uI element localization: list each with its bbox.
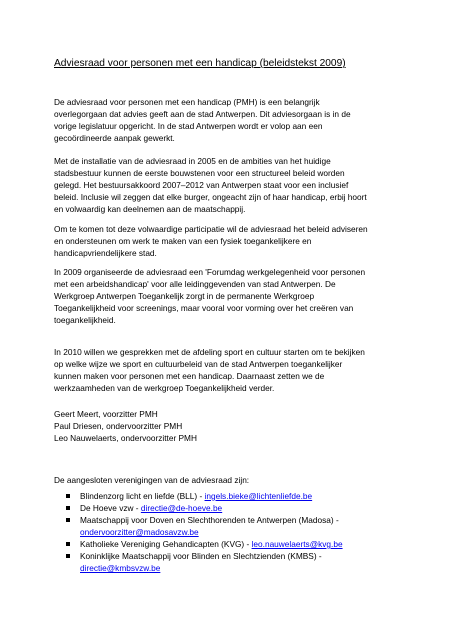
bullet-square-icon <box>66 518 70 522</box>
text-line: handicapvriendelijkere stad. <box>54 248 157 258</box>
email-link[interactable]: ondervoorzitter@madosavzw.be <box>80 527 199 537</box>
list-item <box>54 514 434 538</box>
organisation-name: Blindenzorg licht en liefde (BLL) - <box>80 491 205 501</box>
bullet-square-icon <box>66 542 70 546</box>
paragraph-intro <box>54 96 414 144</box>
bullet-square-icon <box>66 554 70 558</box>
text-line: Om te komen tot deze volwaardige participatie wil de adviesraad het beleid adviseren <box>54 224 368 234</box>
text-line: en volwaardig kan deelnemen aan de maatschappij. <box>54 204 246 214</box>
paragraph-participation <box>54 223 414 259</box>
text-line: gecoördineerde aanpak gewerkt. <box>54 133 175 143</box>
text-line: met een arbeidshandicap' voor alle leidinggevenden van stad Antwerpen. De <box>54 279 336 289</box>
signatory-name: Leo Nauwelaerts, ondervoorzitter PMH <box>54 433 197 443</box>
bullet-square-icon <box>66 494 70 498</box>
text-line: De adviesraad voor personen met een handicap (PMH) is een belangrijk <box>54 97 320 107</box>
email-link[interactable]: ingels.bieke@lichtenliefde.be <box>204 491 313 501</box>
email-link[interactable]: leo.nauwelaerts@kvg.be <box>251 539 343 549</box>
signature-block <box>54 408 414 444</box>
email-link[interactable]: directie@de-hoeve.be <box>140 503 223 513</box>
organisation-name: Koninklijke Maatschappij voor Blinden en Slechtzienden (KMBS) - <box>80 551 322 561</box>
document-title: Adviesraad voor personen met een handicap (beleidstekst 2009) <box>54 58 346 69</box>
paragraph-2009 <box>54 266 414 326</box>
organisation-name: Maatschappij voor Doven en Slechthorenden te Antwerpen (Madosa) - <box>80 515 339 525</box>
paragraph-2010 <box>54 346 414 394</box>
list-item <box>54 538 434 550</box>
text-line: en ondersteunen om werk te maken van een fysiek toegankelijkere en <box>54 236 312 246</box>
text-line: toegankelijkheid. <box>54 315 116 325</box>
member-list-intro: De aangesloten verenigingen van de adviesraad zijn: <box>54 475 250 485</box>
signatory-name: Geert Meert, voorzitter PMH <box>54 409 158 419</box>
text-line: op welke wijze we sport en cultuurbeleid van de stad Antwerpen toegankelijker <box>54 359 343 369</box>
list-item <box>54 490 434 502</box>
paragraph-installation <box>54 155 414 215</box>
list-item <box>54 502 434 514</box>
bullet-square-icon <box>66 506 70 510</box>
text-line: stadsbestuur kunnen de eerste bouwstenen voor een structureel beleid worden <box>54 168 345 178</box>
text-line: beleid. Inclusie wil zeggen dat elke burger, ongeacht zijn of haar handicap, erbij hoort <box>54 192 367 202</box>
text-line: In 2010 willen we gesprekken met de afdeling sport en cultuur starten om te bekijken <box>54 347 365 357</box>
list-item <box>54 550 434 574</box>
signatory-name: Paul Driesen, ondervoorzitter PMH <box>54 421 183 431</box>
text-line: Met de installatie van de adviesraad in 2005 en de ambities van het huidige <box>54 156 331 166</box>
text-line: gelegd. Het bestuursakkoord 2007–2012 van Antwerpen staat voor een inclusief <box>54 180 349 190</box>
text-line: In 2009 organiseerde de adviesraad een 'Forumdag werkgelegenheid voor personen <box>54 267 366 277</box>
organisation-name: De Hoeve vzw - <box>80 503 141 513</box>
text-line: kunnen maken voor personen met een handicap. Daarnaast zetten we de <box>54 371 325 381</box>
member-organisations-list <box>54 490 434 574</box>
text-line: Werkgroep Antwerpen Toegankelijk zorgt in de permanente Werkgroep <box>54 291 315 301</box>
organisation-name: Katholieke Vereniging Gehandicapten (KVG) - <box>80 539 252 549</box>
text-line: werkzaamheden van de werkgroep Toegankelijkheid verder. <box>54 383 275 393</box>
text-line: vorige legislatuur opgericht. In de stad Antwerpen wordt er volop aan een <box>54 121 323 131</box>
email-link[interactable]: directie@kmbsvzw.be <box>80 563 161 573</box>
text-line: overlegorgaan dat advies geeft aan de stad Antwerpen. Dit adviesorgaan is in de <box>54 109 351 119</box>
text-line: Toegankelijkheid voor screenings, maar vooral voor vorming over het creëren van <box>54 303 354 313</box>
